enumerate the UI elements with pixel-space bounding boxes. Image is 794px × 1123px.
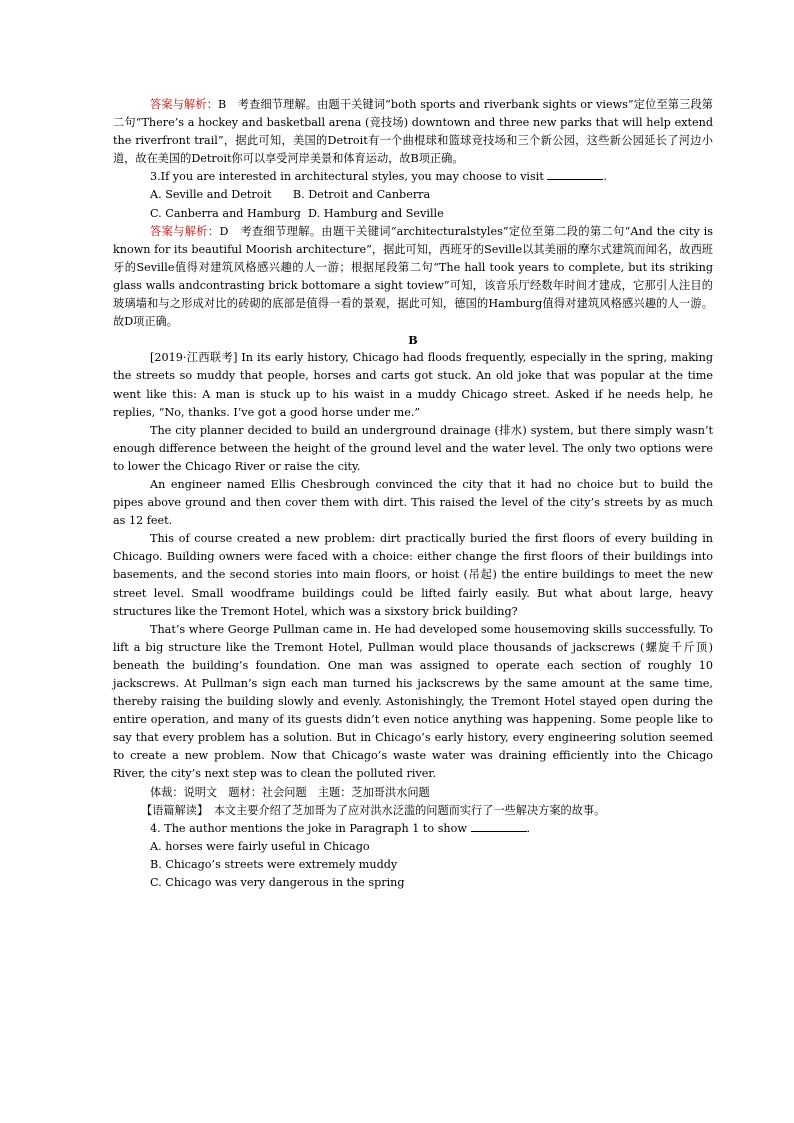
question-4-stem [113,820,713,838]
question-4-option-a: A. horses were fairly useful in Chicago [150,839,370,853]
question-3-stem [113,168,713,186]
passage-paragraph-4: This of course created a new problem: dirt practically buried the first floors of every building in Chicago. Building owners were faced with a choice: either change the first floors of their buildings into basements, and the second stories into main floors, or hoist (吊起) the entire buildings to meet the new street level. Small woodframe buildings could be lifted fairly easily. But what about large, heavy structures like the Tremont Hotel, which was a sixstory brick building? [113,532,713,618]
passage-paragraph-5: That’s where George Pullman came in. He had developed some housemoving skills successfully. To lift a big structure like the Tremont Hotel, Pullman would place thousands of jackscrews (螺旋千斤顶) beneath the building’s foundation. One man was assigned to operate each section of roughly 10 jackscrews. At Pullman’s sign each man turned his jackscrews by the same amount at the same time, thereby raising the building slowly and evenly. Astonishingly, the Tremont Hotel stayed open during the entire operation, and many of its guests didn’t even notice anything was happening. Some people like to say that every problem has a solution. But in Chicago’s early history, every engineering solution seemed to create a new problem. Now that Chicago’s waste water was draining efficiently into the Chicago River, the city’s next step was to clean the polluted river. [113,622,713,781]
passage-paragraph-3: An engineer named Ellis Chesbrough convinced the city that it had no choice but to build the pipes above ground and then cover them with dirt. This raised the level of the city’s streets by as much as 12 feet. [113,477,713,528]
question-3-options-row-2: C. Canberra and Hamburg D. Hamburg and Seville [150,206,444,220]
question-stem-end: . [526,821,531,835]
question-stem-text: 3.If you are interested in architectural styles, you may choose to visit [150,170,548,184]
document-page [113,96,713,892]
question-stem-end: . [603,170,607,184]
genre-line: 体裁：说明文 题材：社会问题 主题：芝加哥洪水问题 [150,785,430,799]
passage-paragraph-2: The city planner decided to build an underground drainage (排水) system, but there simply wasn’t enough difference between the height of the ground level and the water level. The only two options were to lower the Chicago River or raise the city. [113,423,713,473]
reading-label: 【语篇解读】 [141,803,203,817]
reading-text: 本文主要介绍了芝加哥为了应对洪水泛滥的问题而实行了一些解决方案的故事。 [202,803,606,817]
answer-blank [547,169,603,180]
question-4-option-b: B. Chicago’s streets were extremely muddy [150,857,398,871]
answer-text: D 考查细节理解。由题干关键词“architecturalstyles”定位至第二段的第二句“And the city is known for its beautiful Moorish architecture”，据此可知，西班牙的Seville以其美丽的摩尔式建筑而闻名，故西班牙的Seville值得对建筑风格感兴趣的人一游；根据尾段第二句“The hall took years to complete, but its striking glass walls andcontrasting brick bottomare a sight toview”可知，该音乐厅经数年时间才建成，它那引人注目的玻璃墙和与之形成对比的砖砌的底部是值得一看的景观，据此可知，德国的Hamburg值得对建筑风格感兴趣的人一游。故D项正确。 [113,224,713,329]
question-4-option-c: C. Chicago was very dangerous in the spring [150,876,405,890]
answer-label: 答案与解析： [150,224,220,238]
answer-blank [471,821,527,832]
section-b-heading: B [408,333,418,348]
answer-label: 答案与解析： [150,98,219,111]
q2-answer-explanation [113,96,713,168]
question-3-options-row-1: A. Seville and Detroit B. Detroit and Canberra [150,188,431,202]
answer-text: B 考查细节理解。由题干关键词“both sports and riverbank sights or views”定位至第三段第二句“There’s a hockey and basketball arena (竞技场) downtown and three new parks that will help extend the riverfront trail”，据此可知，美国的Detroit有一个曲棍球和篮球竞技场和三个新公园，这些新公园延长了河边小道，故在美国的Detroit你可以享受河岸美景和体育运动，故B项正确。 [113,98,713,166]
passage-paragraph-1: [2019·江西联考] In its early history, Chicago had floods frequently, especially in the spring, making the streets so muddy that people, horses and carts got stuck. An old joke that was popular at the time went like this: A man is stuck up to his waist in a muddy Chicago street. Asked if he needs help, he replies, “No, thanks. I’ve got a good horse under me.” [113,351,713,419]
question-stem-text: 4. The author mentions the joke in Paragraph 1 to show [150,821,471,835]
q3-answer-explanation [113,223,713,332]
reading-analysis [113,802,713,820]
